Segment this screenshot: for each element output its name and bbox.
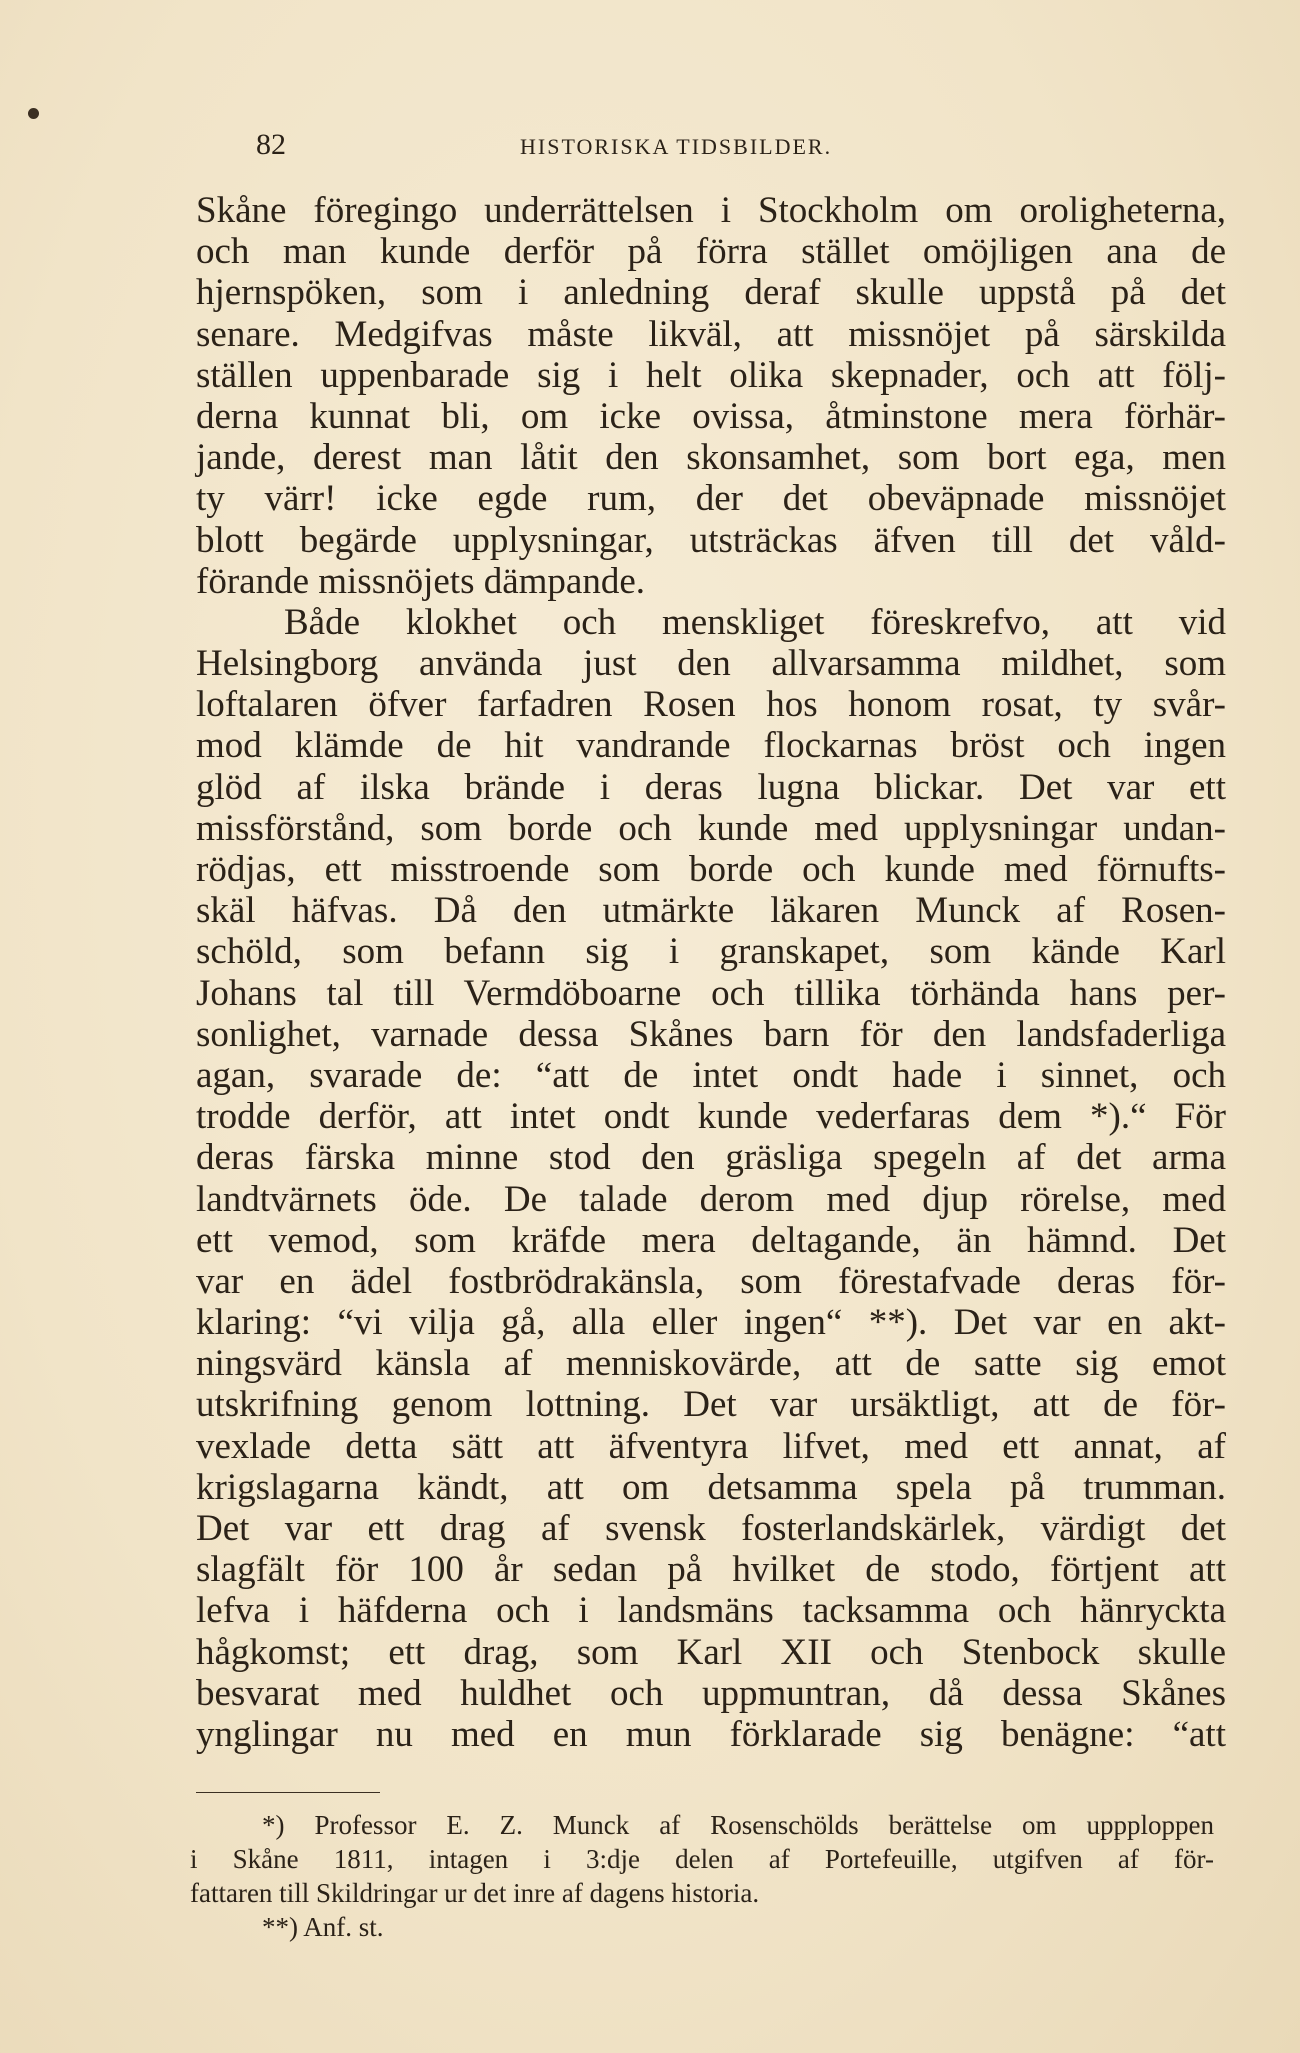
- text-line: och man kunde derför på förra stället omöjligen ana de: [196, 231, 1226, 273]
- text-line: utskrifning genom lottning. Det var ursäktligt, att de för-: [196, 1384, 1226, 1426]
- body-text: [196, 190, 1226, 1755]
- text-line: Det var ett drag af svensk fosterlandskärlek, värdigt det: [196, 1508, 1226, 1549]
- footnotes: [190, 1808, 1214, 1944]
- text-line: Helsingborg använda just den allvarsamma mildhet, som: [196, 643, 1226, 685]
- text-line: trodde derför, att intet ondt kunde vederfaras dem *).“ För: [196, 1096, 1226, 1138]
- page-header: [196, 128, 1216, 168]
- text-line: jande, derest man låtit den skonsamhet, som bort ega, men: [196, 437, 1226, 479]
- text-line: ställen uppenbarade sig i helt olika skepnader, och att följ-: [196, 354, 1226, 396]
- text-line: rödjas, ett misstroende som borde och kunde med förnufts-: [196, 849, 1226, 890]
- text-line: ett vemod, som kräfde mera deltagande, än hämnd. Det: [196, 1219, 1226, 1261]
- text-line: vexlade detta sätt att äfventyra lifvet, med ett annat, af: [196, 1425, 1226, 1467]
- text-line: besvarat med huldhet och uppmuntran, då dessa Skånes: [196, 1672, 1226, 1714]
- text-line: ynglingar nu med en mun förklarade sig benägne: “att: [196, 1713, 1226, 1755]
- footnote-line: i Skåne 1811, intagen i 3:dje delen af Portefeuille, utgifven af för-: [190, 1844, 1214, 1874]
- text-line: skäl häfvas. Då den utmärkte läkaren Munck af Rosen-: [196, 890, 1226, 932]
- text-line: lefva i häfderna och i landsmäns tacksamma och hänryckta: [196, 1590, 1226, 1632]
- text-line: Skåne föregingo underrättelsen i Stockholm om oroligheterna,: [196, 190, 1226, 231]
- text-line: landtvärnets öde. De talade derom med djup rörelse, med: [196, 1178, 1226, 1220]
- text-line: krigslagarna kändt, att om detsamma spela på trumman.: [196, 1466, 1226, 1508]
- ink-spot: [28, 108, 39, 119]
- footnote-line: fattaren till Skildringar ur det inre af dagens historia.: [190, 1878, 760, 1908]
- text-line: Johans tal till Vermdöboarne och tillika törhända hans per-: [196, 972, 1226, 1014]
- footnote-line: **) Anf. st.: [262, 1912, 384, 1942]
- text-line: deras färska minne stod den gräsliga spegeln af det arma: [196, 1137, 1226, 1179]
- page-number: 82: [256, 128, 286, 161]
- footnote-line: *) Professor E. Z. Munck af Rosenschölds berättelse om uppploppen: [262, 1810, 1214, 1840]
- footnote-rule: [196, 1792, 380, 1793]
- text-line: ningsvärd känsla af menniskovärde, att de satte sig emot: [196, 1343, 1226, 1385]
- text-line: ty värr! icke egde rum, der det obeväpnade missnöjet: [196, 478, 1226, 520]
- text-line: slagfält för 100 år sedan på hvilket de stodo, förtjent att: [196, 1549, 1226, 1591]
- text-line: klaring: “vi vilja gå, alla eller ingen“ **). Det var en akt-: [196, 1302, 1226, 1344]
- text-line: agan, svarade de: “att de intet ondt hade i sinnet, och: [196, 1054, 1226, 1096]
- text-line: senare. Medgifvas måste likväl, att missnöjet på särskilda: [196, 313, 1226, 355]
- text-line: Både klokhet och menskliget föreskrefvo, att vid: [284, 601, 1226, 643]
- text-line: schöld, som befann sig i granskapet, som kände Karl: [196, 931, 1226, 973]
- text-line: sonlighet, varnade dessa Skånes barn för den landsfaderliga: [196, 1013, 1226, 1055]
- text-line: derna kunnat bli, om icke ovissa, åtminstone mera förhär-: [196, 395, 1226, 437]
- running-title: HISTORISKA TIDSBILDER.: [520, 134, 833, 159]
- text-line: hågkomst; ett drag, som Karl XII och Stenbock skulle: [196, 1631, 1226, 1673]
- text-line: var en ädel fostbrödrakänsla, som förestafvade deras för-: [196, 1260, 1226, 1302]
- text-line: glöd af ilska brände i deras lugna blickar. Det var ett: [196, 766, 1226, 808]
- text-line: missförstånd, som borde och kunde med upplysningar undan-: [196, 807, 1226, 849]
- text-line: blott begärde upplysningar, utsträckas äfven till det våld-: [196, 519, 1226, 561]
- text-line: hjernspöken, som i anledning deraf skulle uppstå på det: [196, 272, 1226, 314]
- text-line: mod klämde de hit vandrande flockarnas bröst och ingen: [196, 725, 1226, 767]
- text-line: loftalaren öfver farfadren Rosen hos honom rosat, ty svår-: [196, 684, 1226, 726]
- text-line: förande missnöjets dämpande.: [196, 560, 646, 602]
